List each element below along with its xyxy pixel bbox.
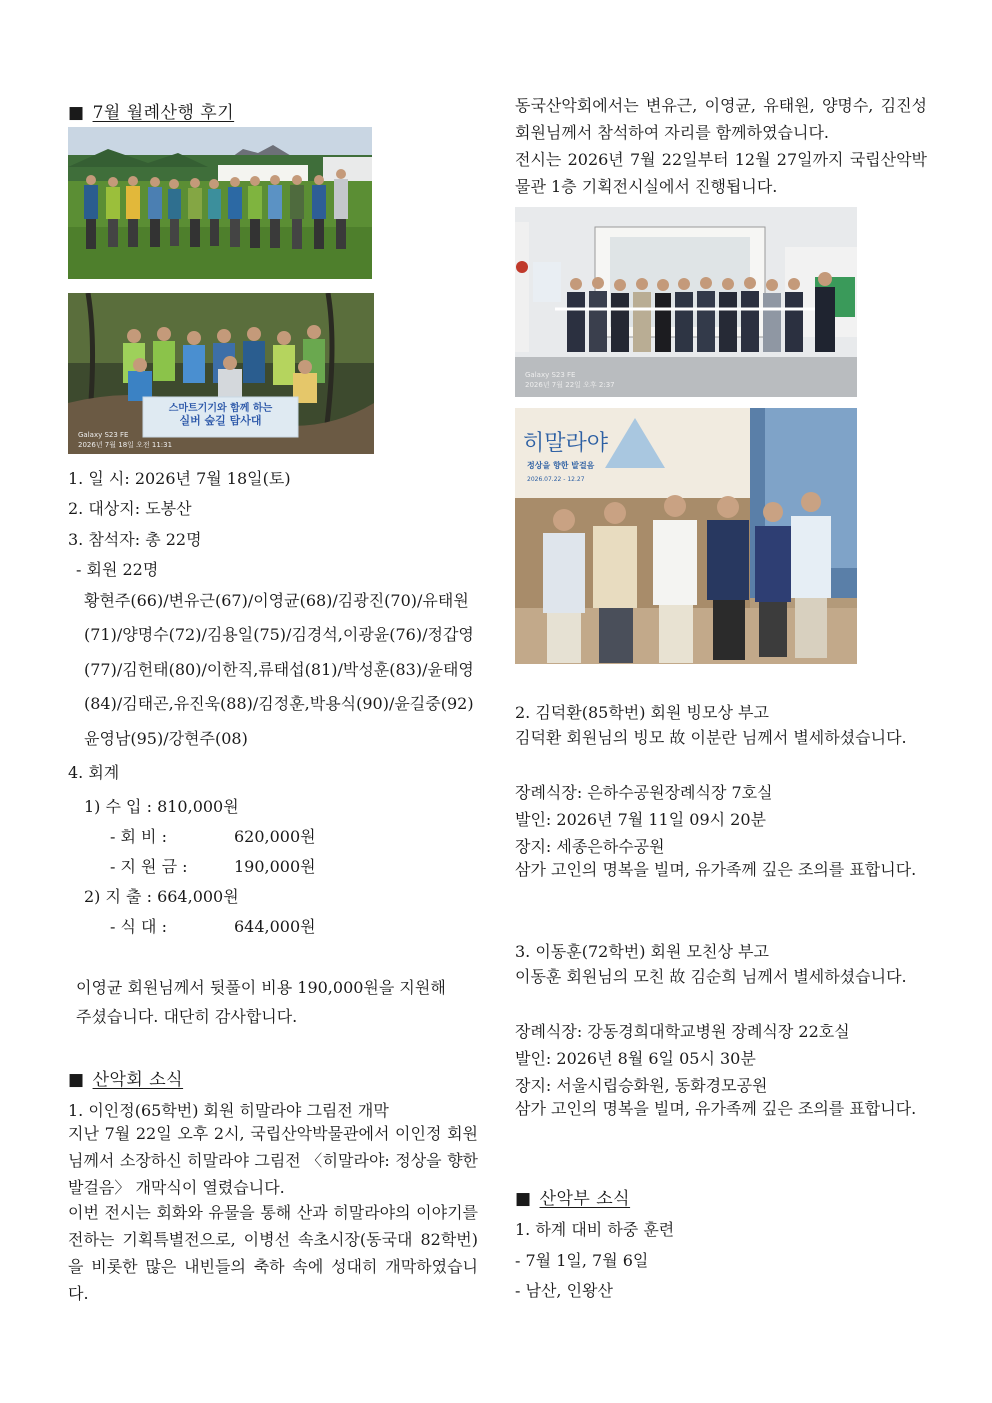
news-paragraph: 이번 전시는 회화와 유물을 통해 산과 히말라야의 이야기를 전하는 기획특별전으로, 이병선 속초시장(동국대 82학번)을 비롯한 많은 내빈들의 축하 속에 성대히 개막하였습니다.: [68, 1203, 478, 1303]
news-item-title: 1. 이인정(65학번) 회원 히말라야 그림전 개막: [68, 1101, 389, 1120]
hike-place: 2. 대상지: 도봉산: [68, 499, 192, 518]
member-names-line: (84)/김태곤,유진욱(88)/김정훈,박용식(90)/윤길중(92): [84, 694, 474, 713]
banner-text-line-2: 실버 숲길 탐사대: [179, 414, 262, 427]
square-bullet-icon: ■: [515, 1189, 532, 1209]
account-heading: 4. 회계: [68, 763, 120, 782]
news-paragraph: 동국산악회에서는 변유근, 이영균, 유태원, 양명수, 김진성 회원님께서 참석하여 자리를 함께하였습니다.: [515, 96, 927, 142]
condolence-text: 삼가 고인의 명복을 빌며, 유가족께 깊은 조의를 표합니다.: [515, 1099, 917, 1118]
funeral-hall: 장례식장: 은하수공원장례식장 7호실: [515, 783, 773, 802]
fee-label: - 회 비 :: [110, 827, 167, 846]
news-item-title: 3. 이동훈(72학번) 회원 모친상 부고: [515, 942, 769, 961]
hike-members: - 회원 22명: [76, 560, 159, 579]
group-photo-forest: [68, 293, 374, 454]
square-bullet-icon: ■: [68, 103, 85, 123]
ribbon-cutting-photo: [515, 207, 857, 397]
heading-text: 7월 월례산행 후기: [92, 103, 235, 123]
dept-item-title: 1. 하계 대비 하중 훈련: [515, 1220, 675, 1239]
section-heading-dept-news: [515, 1184, 630, 1209]
member-names-line: (71)/양명수(72)/김용일(75)/김경석,이광윤(76)/정갑영: [84, 625, 474, 644]
dept-item-dates: - 7월 1일, 7월 6일: [515, 1251, 649, 1270]
poster-date: 2026.07.22 - 12.27: [527, 476, 585, 483]
section-heading-hike-review: [68, 98, 234, 123]
condolence-text: 삼가 고인의 명복을 빌며, 유가족께 깊은 조의를 표합니다.: [515, 860, 917, 879]
funeral-burial: 장지: 서울시립승화원, 동화경모공원: [515, 1076, 768, 1095]
news-paragraph: 전시는 2026년 7월 22일부터 12월 27일까지 국립산악박물관 1층 기획전시실에서 진행됩니다.: [515, 150, 927, 196]
heading-text: 산악회 소식: [92, 1070, 184, 1090]
banner-text-line-1: 스마트기기와 함께 하는: [168, 403, 273, 414]
square-bullet-icon: ■: [68, 1070, 85, 1090]
photo-stamp: Galaxy S23 FE: [525, 371, 576, 379]
food-label: - 식 대 :: [110, 917, 167, 936]
support-label: - 지 원 금 :: [110, 857, 188, 876]
income-line: 1) 수 입 : 810,000원: [84, 797, 239, 816]
photo-stamp-date: 2026년 7월 22일 오후 2:37: [525, 381, 615, 389]
food-value: 644,000원: [234, 917, 316, 936]
member-names-line: 황현주(66)/변유근(67)/이영균(68)/김광진(70)/유태원: [84, 591, 469, 610]
member-names-line: (77)/김헌태(80)/이한직,류태섭(81)/박성훈(83)/윤태영: [84, 660, 474, 679]
funeral-departure: 발인: 2026년 8월 6일 05시 30분: [515, 1049, 756, 1068]
funeral-hall: 장례식장: 강동경희대학교병원 장례식장 22호실: [515, 1022, 850, 1041]
exhibition-visitors-photo: [515, 408, 857, 664]
thanks-line: 이영균 회원님께서 뒷풀이 비용 190,000원을 지원해: [76, 978, 446, 997]
dept-item-places: - 남산, 인왕산: [515, 1281, 613, 1300]
news-item-title: 2. 김덕환(85학번) 회원 빙모상 부고: [515, 703, 769, 722]
hike-date: 1. 일 시: 2026년 7월 18일(토): [68, 469, 291, 488]
hike-attendees: 3. 참석자: 총 22명: [68, 530, 202, 549]
group-photo-field: [68, 127, 372, 279]
photo-stamp-date: 2026년 7월 18일 오전 11:31: [78, 441, 173, 449]
poster-subtitle: 정상을 향한 발걸음: [527, 461, 595, 470]
fee-value: 620,000원: [234, 827, 316, 846]
news-paragraph: 지난 7월 22일 오후 2시, 국립산악박물관에서 이인정 회원님께서 소장하신 히말라야 그림전 〈히말라야: 정상을 향한 발걸음〉 개막식이 열렸습니다.: [68, 1124, 478, 1197]
funeral-burial: 장지: 세종은하수공원: [515, 837, 665, 856]
poster-title: 히말라야: [523, 431, 609, 456]
news-paragraph: 김덕환 회원님의 빙모 故 이분란 님께서 별세하셨습니다.: [515, 728, 907, 747]
photo-stamp: Galaxy S23 FE: [78, 431, 129, 439]
expense-line: 2) 지 출 : 664,000원: [84, 887, 239, 906]
member-names-line: 윤영남(95)/강현주(08): [84, 729, 248, 748]
funeral-departure: 발인: 2026년 7월 11일 09시 20분: [515, 810, 766, 829]
support-value: 190,000원: [234, 857, 316, 876]
section-heading-club-news: [68, 1065, 183, 1090]
news-paragraph: 이동훈 회원님의 모친 故 김순희 님께서 별세하셨습니다.: [515, 967, 907, 986]
heading-text: 산악부 소식: [539, 1189, 631, 1209]
thanks-line: 주셨습니다. 대단히 감사합니다.: [76, 1007, 298, 1026]
